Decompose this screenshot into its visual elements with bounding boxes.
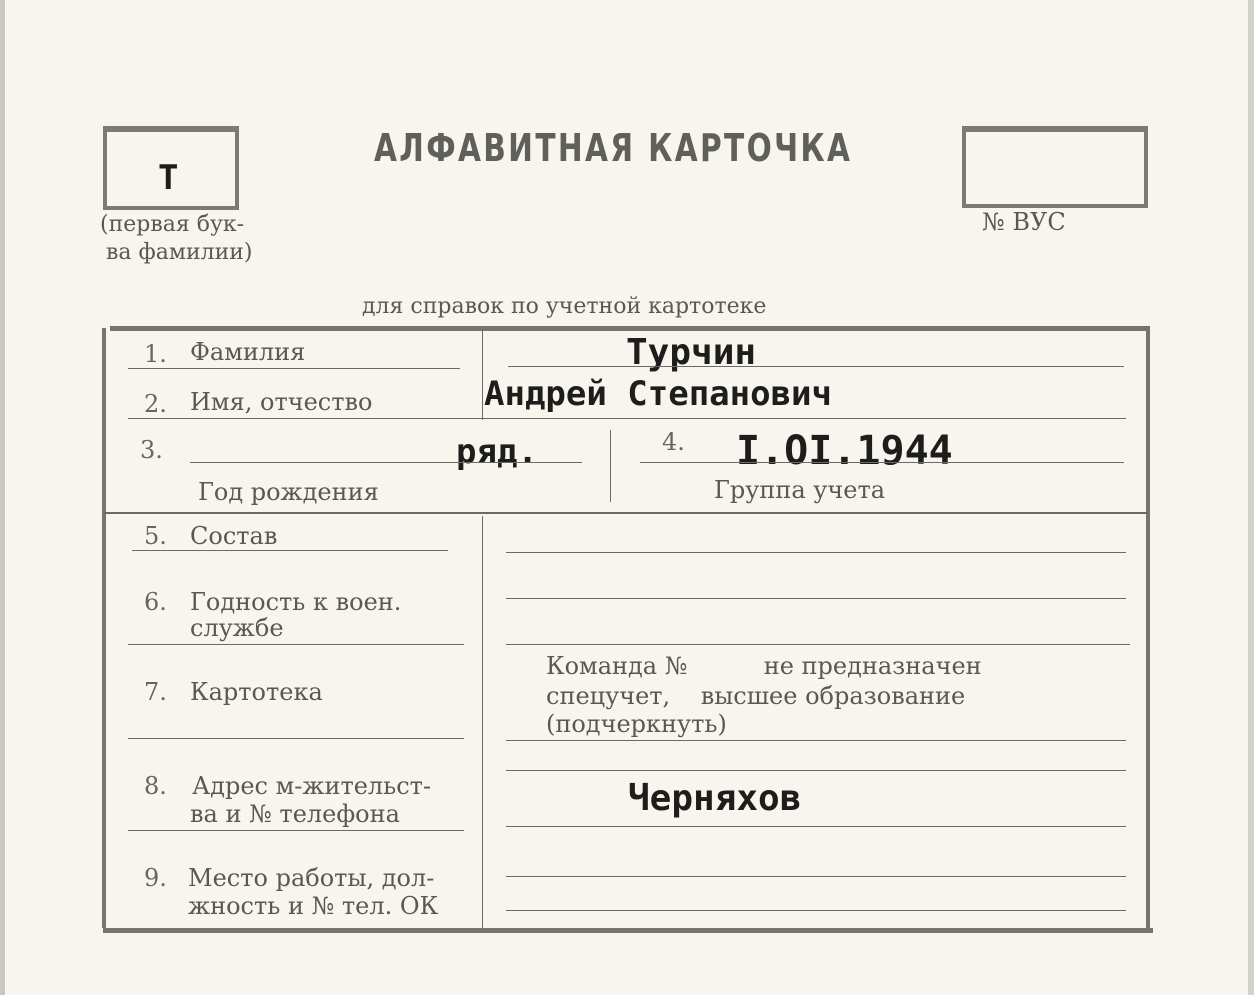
row-4-caption: Группа учета (714, 476, 886, 504)
frame-bottom (103, 928, 1153, 933)
row-7-text-line-1: Команда № не предназначен (546, 652, 982, 680)
row-5-label: Состав (190, 522, 278, 550)
row-9-label-line-1: Место работы, дол- (188, 864, 435, 892)
row-4-number: 4. (662, 428, 685, 456)
row-6-label-line-1: Годность к воен. (190, 588, 402, 616)
row-7-underline-right (506, 740, 1126, 741)
name-patronymic-value: Андрей Степанович (484, 374, 832, 414)
vus-box (962, 126, 1148, 208)
row-8-label-line-1: Адрес м-жительст- (192, 772, 432, 800)
frame-top (110, 326, 1150, 331)
row-1-underline-right (508, 366, 1124, 367)
row-5-underline-left (132, 550, 448, 551)
row-5-underline-right (506, 552, 1126, 553)
rows-1-2-divider (482, 330, 483, 420)
row-8-number: 8. (144, 772, 167, 800)
row-2-label: Имя, отчество (190, 388, 373, 416)
lower-column-divider (482, 516, 483, 928)
row-7-underline-left (128, 738, 464, 739)
vus-caption: № ВУС (982, 208, 1066, 236)
row-3-number: 3. (140, 436, 163, 464)
scan-left-edge (0, 0, 5, 995)
row-4-underline (640, 462, 1124, 463)
rank-value: ряд. (456, 432, 538, 472)
row-9-underline-right-b (506, 910, 1126, 911)
row-3-caption: Год рождения (198, 478, 379, 506)
row-2-number: 2. (144, 390, 167, 418)
row-1-number: 1. (144, 340, 167, 368)
row-9-number: 9. (144, 864, 167, 892)
row-6-number: 6. (144, 588, 167, 616)
row-2-underline (128, 418, 1126, 419)
row-1-label: Фамилия (190, 338, 306, 366)
row-9-underline-right-a (506, 876, 1126, 877)
row-8-underline-left (128, 830, 464, 831)
frame-right (1146, 328, 1150, 928)
registration-group-value: I.OI.1944 (736, 428, 953, 474)
first-letter-value: Т (158, 158, 179, 198)
row-6-underline-left (128, 644, 464, 645)
row-8-underline-right-b (506, 826, 1126, 827)
row-6-underline-right-b (506, 644, 1130, 645)
row-9-label-line-2: жность и № тел. ОК (188, 892, 439, 920)
rows-3-4-divider (610, 430, 611, 502)
residence-value: Черняхов (628, 778, 802, 819)
card-subtitle: для справок по учетной картотеке (362, 294, 767, 319)
first-letter-caption-line-1: (первая бук- (100, 212, 245, 237)
scan-right-edge (1248, 0, 1254, 995)
row-8-label-line-2: ва и № телефона (190, 800, 400, 828)
card-title: АЛФАВИТНАЯ КАРТОЧКА (374, 126, 853, 170)
row-8-underline-right-a (506, 770, 1126, 771)
row-7-text-line-2: спецучет, высшее образование (546, 682, 966, 710)
row-7-number: 7. (144, 678, 167, 706)
row-5-number: 5. (144, 522, 167, 550)
frame-left (102, 328, 106, 928)
first-letter-caption-line-2: ва фамилии) (106, 240, 253, 265)
section-divider (104, 512, 1148, 514)
row-7-label: Картотека (190, 678, 323, 706)
row-7-text-line-3: (подчеркнуть) (546, 710, 727, 738)
row-1-underline-left (128, 368, 460, 369)
row-6-label-line-2: службе (190, 614, 284, 642)
surname-value: Турчин (626, 332, 757, 373)
row-3-underline (190, 462, 582, 463)
row-6-underline-right-a (506, 598, 1126, 599)
